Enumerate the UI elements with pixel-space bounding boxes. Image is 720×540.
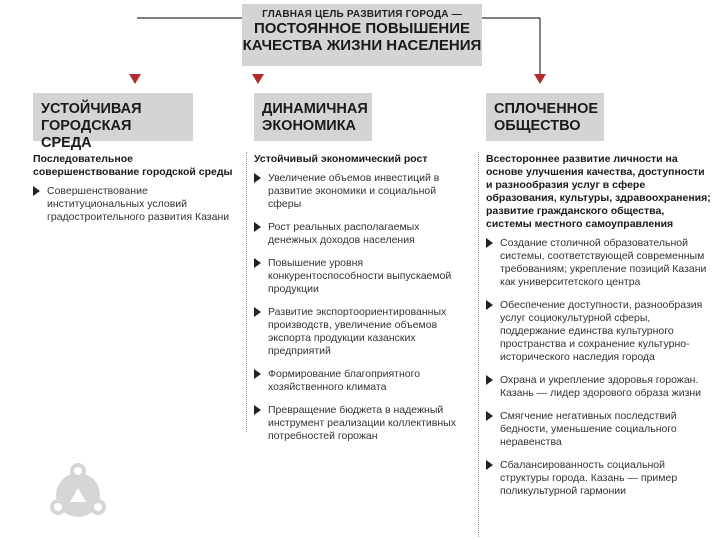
- bullet-arrow-icon: [486, 411, 493, 421]
- list-item: Охрана и укрепление здоровья горожан. Казань — лидер здорового образа жизни: [486, 374, 712, 400]
- column-urban-environment: [33, 153, 233, 234]
- heading-cohesive-society: СПЛОЧЕННОЕ ОБЩЕСТВО: [486, 93, 604, 141]
- list-item: Совершенствование институциональных условий градостроительного развития Казани: [33, 185, 233, 224]
- bullet-arrow-icon: [486, 460, 493, 470]
- bullet-arrow-icon: [254, 222, 261, 232]
- bullet-arrow-icon: [486, 300, 493, 310]
- main-goal-box: [242, 4, 482, 66]
- list-item: Сбалансированность социальной структуры города. Казань — пример поликультурной гармонии: [486, 459, 712, 498]
- column-separator: [478, 152, 479, 537]
- list-item: Создание столичной образовательной системы, соответствующей современным требованиям; укрепление позиций Казани как университетского центра: [486, 237, 712, 289]
- list-item: Превращение бюджета в надежный инструмент реализации коллективных потребностей горожан: [254, 404, 464, 443]
- column-title: Всестороннее развитие личности на основе улучшения качества, доступности и разнообразия услуг в сфере образования, культуры, здравоохранения; развитие гражданского общества, системы местного самоуправления: [486, 153, 711, 230]
- list-item: Увеличение объемов инвестиций в развитие экономики и социальной сферы: [254, 172, 464, 211]
- column-title: Устойчивый экономический рост: [254, 153, 428, 165]
- list-item: Рост реальных располагаемых денежных доходов населения: [254, 221, 464, 247]
- arrow-down-icon: [534, 74, 546, 84]
- list-item: Повышение уровня конкурентоспособности выпускаемой продукции: [254, 257, 464, 296]
- bullet-arrow-icon: [254, 258, 261, 268]
- goal-title-line2: КАЧЕСТВА ЖИЗНИ НАСЕЛЕНИЯ: [242, 37, 482, 54]
- column-title: Последовательное совершенствование городской среды: [33, 153, 233, 178]
- bullet-arrow-icon: [486, 238, 493, 248]
- arrow-down-icon: [252, 74, 264, 84]
- arrow-down-icon: [129, 74, 141, 84]
- goal-title-line1: ПОСТОЯННОЕ ПОВЫШЕНИЕ: [253, 20, 471, 37]
- bullet-arrow-icon: [486, 375, 493, 385]
- goal-caption: ГЛАВНАЯ ЦЕЛЬ РАЗВИТИЯ ГОРОДА —: [262, 9, 462, 20]
- bullet-arrow-icon: [254, 405, 261, 415]
- bullet-arrow-icon: [33, 186, 40, 196]
- list-item: Формирование благоприятного хозяйственного климата: [254, 368, 464, 394]
- community-logo-icon: [48, 462, 108, 522]
- bullet-arrow-icon: [254, 369, 261, 379]
- bullet-arrow-icon: [254, 173, 261, 183]
- bullet-arrow-icon: [254, 307, 261, 317]
- column-dynamic-economy: [254, 153, 464, 453]
- column-separator: [246, 152, 247, 432]
- column-cohesive-society: [486, 153, 712, 508]
- list-item: Обеспечение доступности, разнообразия услуг социокультурной сферы, поддержание единства культурного пространства и сохранение культурно-исторического наследия города: [486, 299, 712, 364]
- list-item: Смягчение негативных последствий бедности, уменьшение социального неравенства: [486, 410, 712, 449]
- list-item: Развитие экспортоориентированных производств, увеличение объемов экспорта продукции казанских предприятий: [254, 306, 464, 358]
- heading-urban-environment: УСТОЙЧИВАЯ ГОРОДСКАЯ СРЕДА: [33, 93, 193, 141]
- heading-dynamic-economy: ДИНАМИЧНАЯ ЭКОНОМИКА: [254, 93, 372, 141]
